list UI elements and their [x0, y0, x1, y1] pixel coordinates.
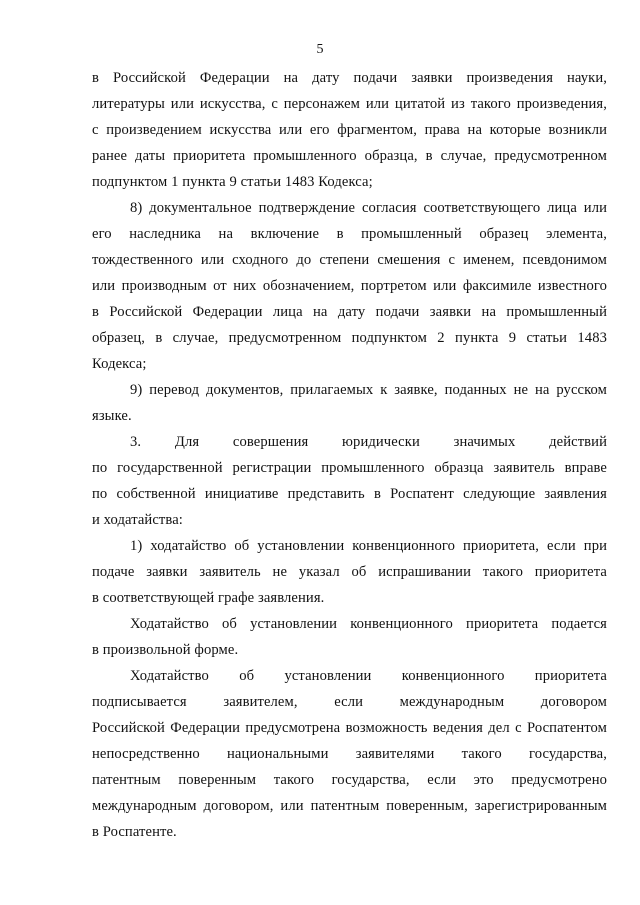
- text-line: или производным от них обозначением, портретом или факсимиле известного: [92, 278, 607, 294]
- text-line: и ходатайства:: [92, 512, 183, 528]
- text-line: образец, в случае, предусмотренном подпунктом 2 пункта 9 статьи 1483: [92, 330, 607, 346]
- text-line: патентным поверенным такого государства, если это предусмотрено: [92, 772, 607, 788]
- text-line: его наследника на включение в промышленный образец элемента,: [92, 226, 607, 242]
- text-line: в Российской Федерации лица на дату подачи заявки на промышленный: [92, 304, 607, 320]
- text-line: с произведением искусства или его фрагментом, права на которые возникли: [92, 122, 607, 138]
- text-line: Кодекса;: [92, 356, 147, 372]
- text-line: по государственной регистрации промышленного образца заявитель вправе: [92, 460, 607, 476]
- text-line: подаче заявки заявитель не указал об испрашивании такого приоритета: [92, 564, 607, 580]
- page-number: 5: [316, 42, 324, 57]
- text-line: 1) ходатайство об установлении конвенционного приоритета, если при: [130, 538, 607, 554]
- text-line: тождественного или сходного до степени смешения с именем, псевдонимом: [92, 252, 607, 268]
- text-line: ранее даты приоритета промышленного образца, в случае, предусмотренном: [92, 148, 607, 164]
- text-line: в произвольной форме.: [92, 642, 239, 658]
- text-line: языке.: [92, 408, 132, 424]
- text-line: международным договором, или патентным поверенным, зарегистрированным: [92, 798, 607, 814]
- text-line: подписывается заявителем, если международным договором: [92, 694, 607, 710]
- text-line: 3. Для совершения юридически значимых действий: [130, 434, 607, 450]
- text-line: Ходатайство об установлении конвенционного приоритета подается: [130, 616, 607, 632]
- text-line: Российской Федерации предусмотрена возможность ведения дел с Роспатентом: [92, 720, 607, 736]
- text-line: 8) документальное подтверждение согласия соответствующего лица или: [130, 200, 607, 216]
- text-line: 9) перевод документов, прилагаемых к заявке, поданных не на русском: [130, 382, 607, 398]
- text-line: по собственной инициативе представить в Роспатент следующие заявления: [92, 486, 607, 502]
- text-line: подпунктом 1 пункта 9 статьи 1483 Кодекса;: [92, 174, 373, 190]
- text-line: в соответствующей графе заявления.: [92, 590, 325, 606]
- text-line: в Роспатенте.: [92, 824, 177, 840]
- text-line: литературы или искусства, с персонажем или цитатой из такого произведения,: [92, 96, 607, 112]
- text-line: в Российской Федерации на дату подачи заявки произведения науки,: [92, 70, 607, 86]
- text-line: непосредственно национальными заявителями такого государства,: [92, 746, 607, 762]
- text-line: Ходатайство об установлении конвенционного приоритета: [130, 668, 607, 684]
